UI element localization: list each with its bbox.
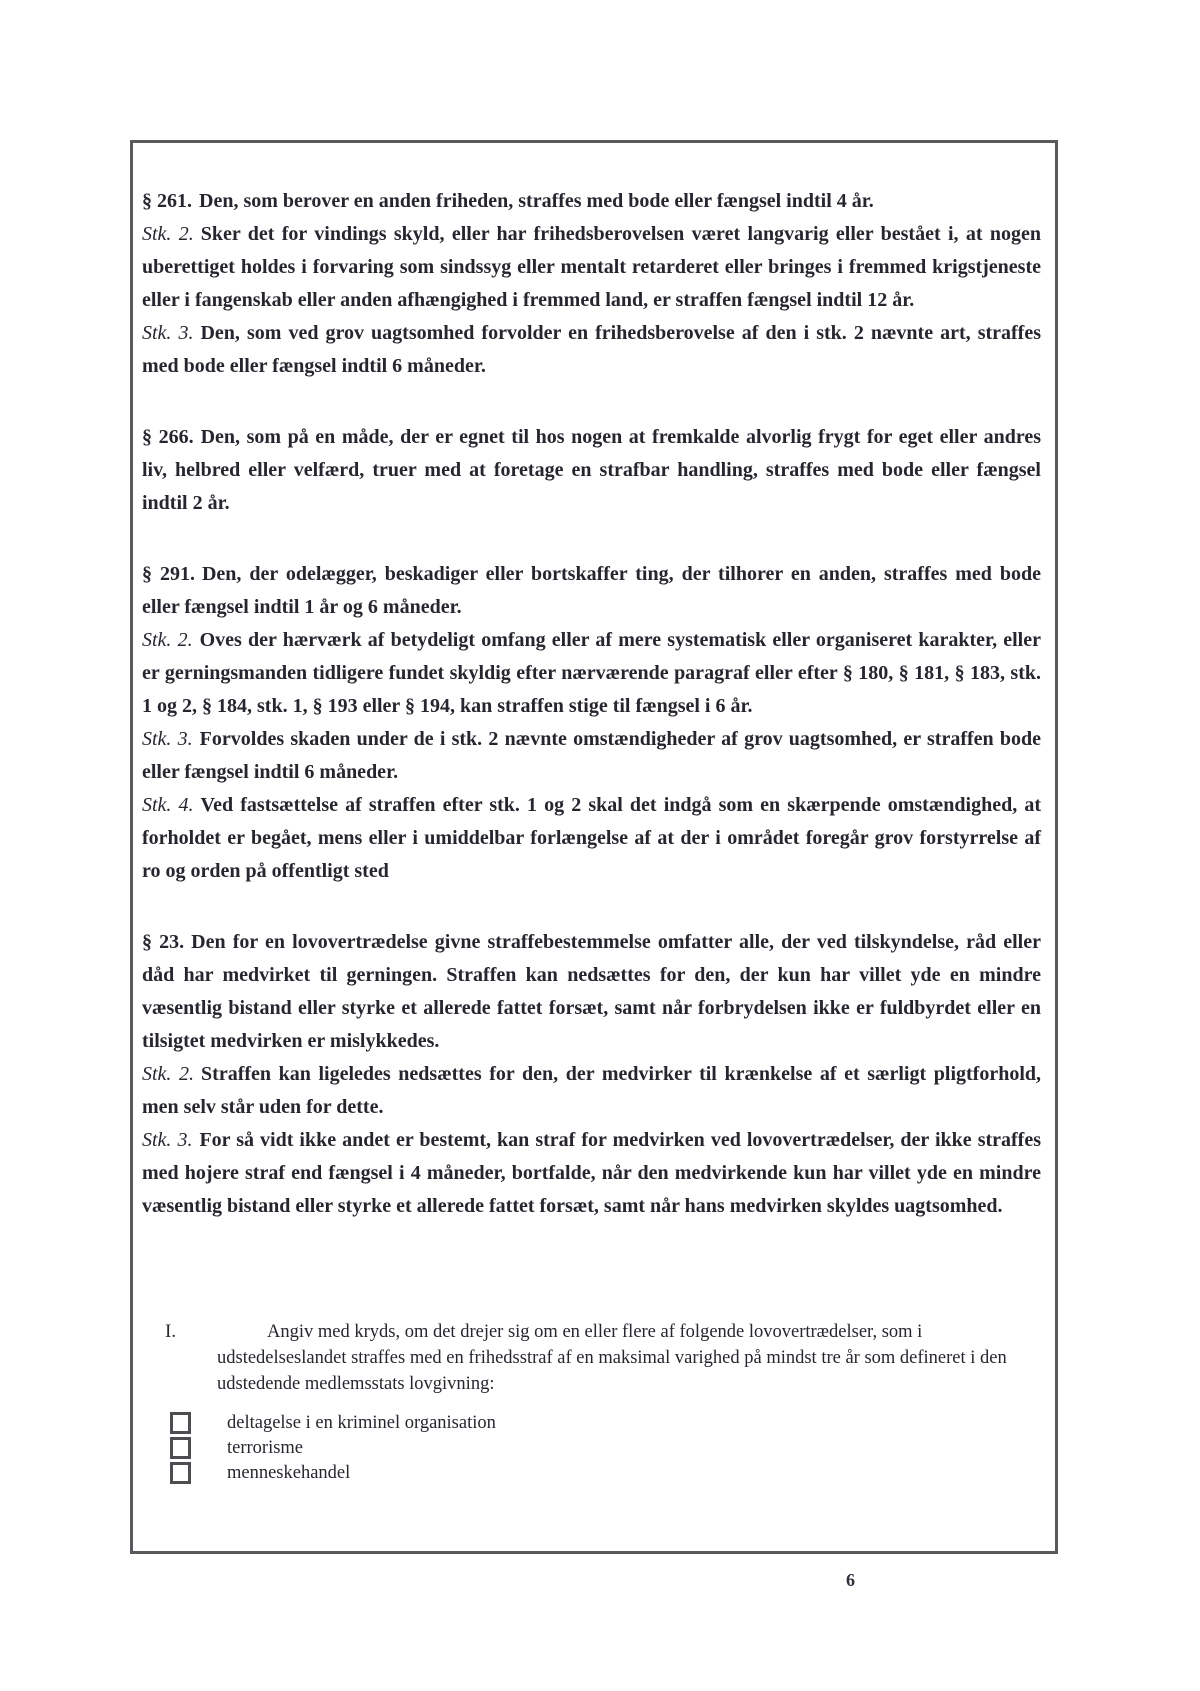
statute-number: § 261. <box>142 190 192 212</box>
statute-text: Den, som på en måde, der er egnet til hos nogen at fremkalde alvorlig frygt for eget eller andres liv, helbred eller velfærd, truer med at foretage en strafbar handling, straffes med bode eller fængsel indtil 2 år. <box>142 426 1042 514</box>
statute-section-23 <box>142 926 1041 1223</box>
subsection-label: Stk. 2. <box>142 1063 195 1085</box>
subsection-label: Stk. 2. <box>142 629 193 651</box>
statute-subsection <box>142 624 1041 723</box>
subsection-label: Stk. 2. <box>142 223 194 245</box>
statute-number: § 291. <box>142 563 195 585</box>
page-border-box <box>130 140 1058 1554</box>
subsection-label: Stk. 3. <box>142 1129 193 1151</box>
checklist-item <box>170 1412 1041 1437</box>
statute-section-266 <box>142 421 1041 520</box>
subsection-text: Den, som ved grov uagtsomhed forvolder en frihedsberovelse af den i stk. 2 nævnte art, straffes med bode eller fængsel indtil 6 måneder. <box>142 322 1041 377</box>
checklist-item <box>170 1462 1041 1487</box>
statute-number: § 23. <box>142 931 185 953</box>
statute-text: Den, som berover en anden friheden, straffes med bode eller fængsel indtil 4 år. <box>199 190 874 212</box>
statute-paragraph <box>142 185 1041 218</box>
subsection-label: Stk. 4. <box>142 794 194 816</box>
statute-subsection <box>142 218 1041 317</box>
instruction-block <box>142 1319 1041 1397</box>
checkbox-terrorism[interactable] <box>170 1437 191 1459</box>
subsection-text: Sker det for vindings skyld, eller har frihedsberovelsen været langvarig eller bestået i, at nogen uberettiget holdes i forvaring som sindssyg eller mentalt retarderet eller bringes i fremmed krigstjeneste eller i fangenskab eller anden afhængighed i fremmed land, er straffen fængsel indtil 12 år. <box>142 223 1041 311</box>
statute-text: Den, der odelægger, beskadiger eller bortskaffer ting, der tilhorer en anden, straffes med bode eller fængsel indtil 1 år og 6 måneder. <box>142 563 1041 618</box>
statute-subsection <box>142 723 1041 789</box>
checklist-item <box>170 1437 1041 1462</box>
subsection-label: Stk. 3. <box>142 728 193 750</box>
page-number: 6 <box>846 1570 855 1590</box>
subsection-text: Oves der hærværk af betydeligt omfang eller af mere systematisk eller organiseret karakter, eller er gerningsmanden tidligere fundet skyldig efter nærværende paragraf eller efter § 180, § 181, § 183, stk. 1 og 2, § 184, stk. 1, § 193 eller § 194, kan straffen stige til fængsel i 6 år. <box>142 629 1041 717</box>
subsection-label: Stk. 3. <box>142 322 194 344</box>
subsection-text: Ved fastsættelse af straffen efter stk. 1 og 2 skal det indgå som en skærpende omstændighed, at forholdet er begået, mens eller i umiddelbar forlængelse af at der i området foregår grov forstyrrelse af ro og orden på offentligt sted <box>142 794 1041 882</box>
statute-subsection <box>142 317 1041 383</box>
statute-number: § 266. <box>142 426 194 448</box>
subsection-text: Straffen kan ligeledes nedsættes for den, der medvirker til krænkelse af et særligt pligtforhold, men selv står uden for dette. <box>142 1063 1041 1118</box>
statute-paragraph <box>142 926 1041 1058</box>
statute-subsection <box>142 789 1041 888</box>
subsection-text: For så vidt ikke andet er bestemt, kan straf for medvirken ved lovovertrædelser, der ikke straffes med hojere straf end fængsel i 4 måneder, bortfalde, når den medvirkende kun har villet yde en mindre væsentlig bistand eller styrke et allerede fattet forsæt, samt når hans medvirken skyldes uagtsomhed. <box>142 1129 1041 1217</box>
statute-subsection <box>142 1058 1041 1124</box>
subsection-text: Forvoldes skaden under de i stk. 2 nævnte omstændigheder af grov uagtsomhed, er straffen bode eller fængsel indtil 6 måneder. <box>142 728 1042 783</box>
checkbox-label: menneskehandel <box>227 1463 351 1483</box>
statute-text: Den for en lovovertrædelse givne straffebestemmelse omfatter alle, der ved tilskyndelse, råd eller dåd har medvirket til gerningen. Straffen kan nedsættes for den, der kun har villet yde en mindre væsentlig bistand eller styrke et allerede fattet forsæt, samt når forbrydelsen ikke er fuldbyrdet eller en tilsigtet medvirken er mislykkedes. <box>142 931 1041 1052</box>
checkbox-label: deltagelse i en kriminel organisation <box>227 1413 496 1433</box>
instruction-text: Angiv med kryds, om det drejer sig om en eller flere af folgende lovovertrædelser, som i udstedelseslandet straffes med en frihedsstraf af en maksimal varighed på mindst tre år som defineret i den udstedende medlemsstats lovgivning: <box>217 1322 1007 1394</box>
statute-subsection <box>142 1124 1041 1223</box>
statute-section-291 <box>142 558 1041 888</box>
instruction-roman-numeral: I. <box>165 1321 177 1342</box>
checkbox-human-trafficking[interactable] <box>170 1462 191 1484</box>
statute-paragraph <box>142 558 1041 624</box>
checkbox-criminal-organisation[interactable] <box>170 1412 191 1434</box>
offence-checklist <box>170 1412 1041 1487</box>
statute-paragraph <box>142 421 1041 520</box>
statute-section-261 <box>142 185 1041 383</box>
checkbox-label: terrorisme <box>227 1438 304 1458</box>
